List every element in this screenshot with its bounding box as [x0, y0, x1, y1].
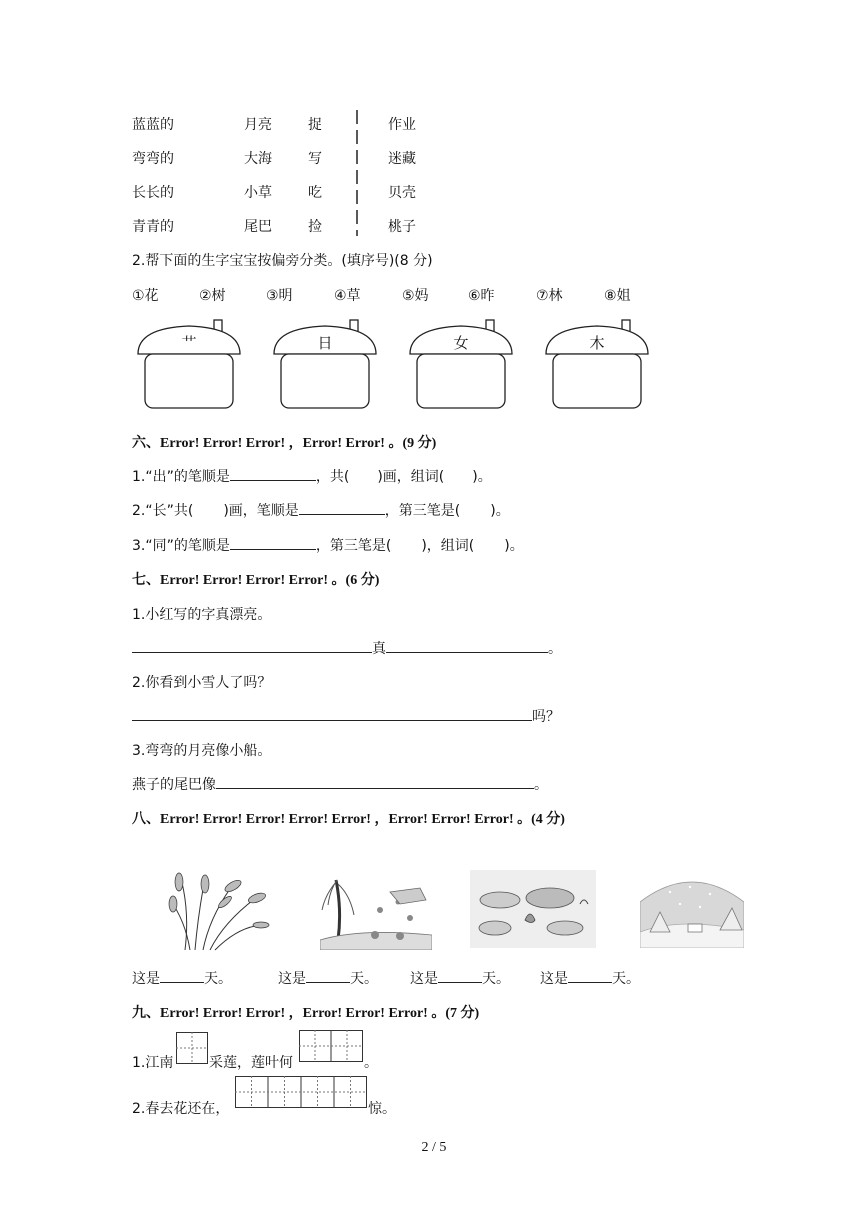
section-8-title: 八、Error! Error! Error! Error! Error! ，Error! Error! Error! 。(4 分): [132, 812, 565, 827]
picture-caption: [132, 968, 232, 988]
section-6-title: 六、Error! Error! Error! ，Error! Error! 。(9 分): [132, 436, 437, 451]
match-word: 作业: [388, 117, 416, 133]
char-item: ①花: [132, 288, 159, 304]
house-box[interactable]: [544, 318, 650, 412]
text: )画，组词(: [377, 469, 445, 485]
answer-blank[interactable]: [132, 706, 532, 721]
match-word: 蓝蓝的: [132, 117, 174, 133]
picture-caption: [540, 968, 640, 988]
s6-line-1: [132, 466, 492, 486]
char-item: ④草: [334, 288, 361, 304]
s7-q1: 1.小红写的字真漂亮。: [132, 607, 272, 623]
s6-line-3: [132, 535, 524, 555]
char-item: ⑦林: [536, 288, 563, 304]
match-word: 大海: [244, 151, 272, 167]
q2-title: 2.帮下面的生字宝宝按偏旁分类。(填序号)(8 分): [132, 253, 433, 269]
text: 。: [548, 641, 562, 657]
text: ，第三笔是(: [315, 538, 392, 554]
autumn-tree-icon: [320, 870, 432, 950]
answer-blank[interactable]: [299, 500, 385, 515]
match-word: 小草: [244, 185, 272, 201]
char-item: ⑤妈: [402, 288, 429, 304]
s7-q3: 3.弯弯的月亮像小船。: [132, 743, 272, 759]
answer-blank[interactable]: [386, 638, 548, 653]
radical-label: 女: [453, 334, 469, 352]
answer-blank[interactable]: [230, 535, 316, 550]
s9-l2-b: 惊。: [368, 1101, 396, 1117]
text: 吗？: [532, 709, 560, 725]
writing-grid[interactable]: [235, 1076, 367, 1108]
section-7-title: 七、Error! Error! Error! Error! 。(6 分): [132, 573, 380, 588]
char-item: ③明: [266, 288, 293, 304]
match-word: 桃子: [388, 219, 416, 235]
match-word: 贝壳: [388, 185, 416, 201]
match-word: 月亮: [244, 117, 272, 133]
answer-blank[interactable]: [132, 638, 372, 653]
answer-blank[interactable]: [216, 774, 534, 789]
answer-blank[interactable]: [160, 968, 204, 983]
match-word: 捉: [308, 117, 322, 133]
section-9-title: 九、Error! Error! Error! ，Error! Error! Error! 。(7 分): [132, 1006, 480, 1021]
text: 这是: [278, 971, 306, 987]
s9-l2-a: 2.春去花还在，: [132, 1101, 230, 1117]
writing-grid[interactable]: [176, 1032, 208, 1064]
text: 燕子的尾巴像: [132, 777, 216, 793]
text: )。: [472, 469, 492, 485]
text: 。: [534, 777, 548, 793]
match-word: 弯弯的: [132, 151, 174, 167]
answer-blank[interactable]: [230, 466, 316, 481]
lotus-pond-icon: [470, 870, 596, 948]
text: 3.“同”的笔顺是: [132, 538, 230, 554]
text: 天。: [204, 971, 232, 987]
s6-line-2: [132, 500, 510, 520]
match-word: 吃: [308, 185, 322, 201]
text: 2.“长”共(: [132, 503, 194, 519]
page-number: 2 / 5: [421, 1140, 447, 1155]
text: 天。: [482, 971, 510, 987]
match-word: 写: [308, 151, 322, 167]
radical-label: 木: [589, 334, 605, 352]
wheat-icon: [165, 870, 270, 952]
radical-label: 日: [317, 334, 333, 352]
text: 这是: [410, 971, 438, 987]
text: 1.“出”的笔顺是: [132, 469, 230, 485]
answer-blank[interactable]: [568, 968, 612, 983]
match-word: 捡: [308, 219, 322, 235]
s7-q2-answer: [132, 706, 560, 726]
text: )画，笔顺是: [223, 503, 299, 519]
char-item: ⑧姐: [604, 288, 631, 304]
writing-grid[interactable]: [299, 1030, 363, 1062]
char-item: ②树: [199, 288, 226, 304]
text: 这是: [540, 971, 568, 987]
radical-label: 艹: [181, 334, 197, 352]
text: ，第三笔是(: [384, 503, 461, 519]
match-word: 青青的: [132, 219, 174, 235]
text: ，共(: [315, 469, 350, 485]
picture-caption: [278, 968, 378, 988]
s7-q2: 2.你看到小雪人了吗？: [132, 675, 272, 691]
house-box[interactable]: [408, 318, 514, 412]
text: )。: [490, 503, 510, 519]
s9-l1-a: 1.江南: [132, 1055, 174, 1071]
snow-scene-icon: [640, 872, 744, 948]
char-item: ⑥昨: [468, 288, 495, 304]
answer-blank[interactable]: [438, 968, 482, 983]
text: 真: [372, 641, 386, 657]
match-word: 迷藏: [388, 151, 416, 167]
text: 天。: [350, 971, 378, 987]
text: 这是: [132, 971, 160, 987]
house-box[interactable]: [136, 318, 242, 412]
s9-l1-c: 。: [364, 1055, 378, 1071]
text: )，组词(: [421, 538, 475, 554]
match-word: 尾巴: [244, 219, 272, 235]
answer-blank[interactable]: [306, 968, 350, 983]
dashed-divider: [352, 110, 362, 236]
s7-q3-answer: [132, 774, 548, 794]
s7-q1-answer: [132, 638, 562, 658]
text: 天。: [612, 971, 640, 987]
text: )。: [504, 538, 524, 554]
house-box[interactable]: [272, 318, 378, 412]
picture-caption: [410, 968, 510, 988]
s9-l1-b: 采莲，莲叶何: [209, 1055, 293, 1071]
match-word: 长长的: [132, 185, 174, 201]
